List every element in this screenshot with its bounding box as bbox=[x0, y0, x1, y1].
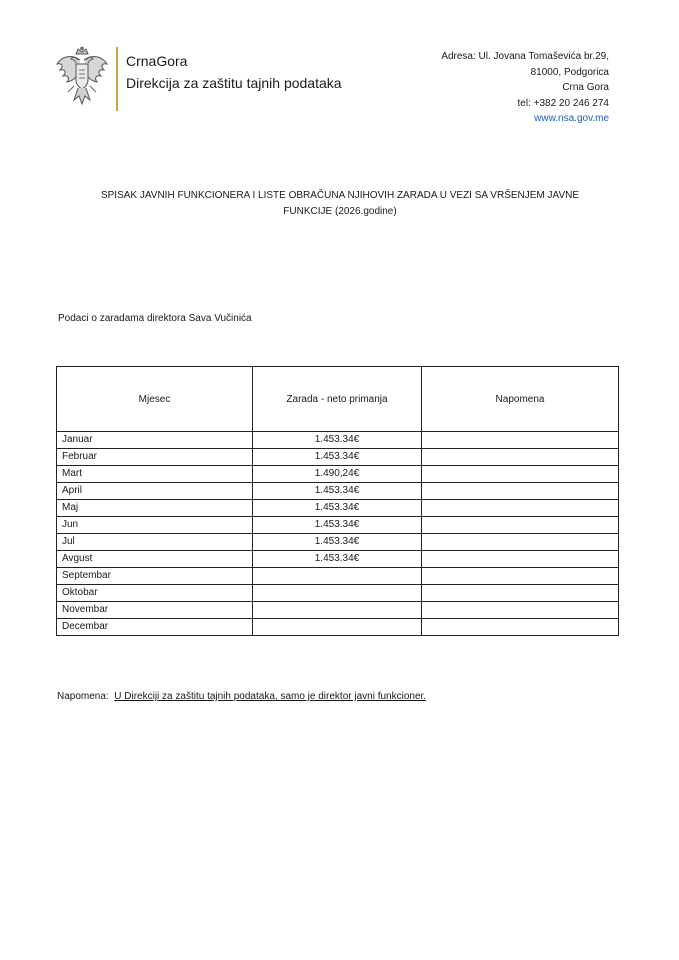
month-cell: Avgust bbox=[57, 551, 253, 568]
month-cell: Decembar bbox=[57, 619, 253, 636]
table-row bbox=[57, 500, 619, 517]
salary-table bbox=[56, 366, 619, 636]
note-cell bbox=[422, 483, 619, 500]
table-row bbox=[57, 466, 619, 483]
website-link[interactable]: www.nsa.gov.me bbox=[534, 113, 609, 124]
note-cell bbox=[422, 585, 619, 602]
amount-cell bbox=[253, 619, 422, 636]
address-city: 81000, Podgorica bbox=[530, 66, 609, 78]
country-name: CrnaGora bbox=[126, 53, 188, 69]
note-cell bbox=[422, 449, 619, 466]
amount-cell: 1.453.34€ bbox=[253, 483, 422, 500]
intro-text: Podaci o zaradama direktora Sava Vučinića bbox=[58, 313, 252, 324]
table-row bbox=[57, 517, 619, 534]
address-block bbox=[441, 49, 609, 127]
table-row bbox=[57, 602, 619, 619]
month-cell: Mart bbox=[57, 466, 253, 483]
amount-cell: 1.453.34€ bbox=[253, 449, 422, 466]
table-row bbox=[57, 568, 619, 585]
amount-cell: 1.490,24€ bbox=[253, 466, 422, 483]
address-country: Crna Gora bbox=[562, 82, 609, 93]
table-row bbox=[57, 432, 619, 449]
month-cell: Septembar bbox=[57, 568, 253, 585]
month-cell: April bbox=[57, 483, 253, 500]
amount-cell: 1.453.34€ bbox=[253, 500, 422, 517]
column-header-amount: Zarada - neto primanja bbox=[253, 367, 422, 432]
table-row bbox=[57, 483, 619, 500]
amount-cell bbox=[253, 585, 422, 602]
note-cell bbox=[422, 534, 619, 551]
amount-cell bbox=[253, 602, 422, 619]
table-row bbox=[57, 534, 619, 551]
amount-cell: 1.453.34€ bbox=[253, 534, 422, 551]
table-row bbox=[57, 551, 619, 568]
month-cell: Maj bbox=[57, 500, 253, 517]
note-cell bbox=[422, 517, 619, 534]
month-cell: Jul bbox=[57, 534, 253, 551]
table-row bbox=[57, 585, 619, 602]
footnote-label: Napomena: bbox=[57, 691, 109, 702]
note-cell bbox=[422, 432, 619, 449]
column-header-month: Mjesec bbox=[57, 367, 253, 432]
address-phone: tel: +382 20 246 274 bbox=[517, 97, 609, 109]
month-cell: Jun bbox=[57, 517, 253, 534]
note-cell bbox=[422, 568, 619, 585]
month-cell: Novembar bbox=[57, 602, 253, 619]
month-cell: Februar bbox=[57, 449, 253, 466]
note-cell bbox=[422, 466, 619, 483]
column-header-note: Napomena bbox=[422, 367, 619, 432]
month-cell: Oktobar bbox=[57, 585, 253, 602]
note-cell bbox=[422, 602, 619, 619]
agency-name: Direkcija za zaštitu tajnih podataka bbox=[126, 75, 342, 91]
note-cell bbox=[422, 619, 619, 636]
footnote bbox=[57, 691, 426, 702]
month-cell: Januar bbox=[57, 432, 253, 449]
footnote-text: U Direkciji za zaštitu tajnih podataka, samo je direktor javni funkcioner. bbox=[114, 691, 427, 702]
amount-cell bbox=[253, 568, 422, 585]
amount-cell: 1.453.34€ bbox=[253, 517, 422, 534]
note-cell bbox=[422, 551, 619, 568]
table-row bbox=[57, 449, 619, 466]
amount-cell: 1.453.34€ bbox=[253, 432, 422, 449]
table-header-row bbox=[57, 367, 619, 432]
note-cell bbox=[422, 500, 619, 517]
address-line: Adresa: Ul. Jovana Tomaševića br.29, bbox=[441, 51, 609, 62]
header-divider bbox=[116, 47, 118, 111]
coat-of-arms-icon bbox=[54, 46, 110, 110]
amount-cell: 1.453.34€ bbox=[253, 551, 422, 568]
organization-block bbox=[126, 52, 342, 92]
document-title bbox=[60, 188, 620, 219]
document-title-line-1: SPISAK JAVNIH FUNKCIONERA I LISTE OBRAČUNA NJIHOVIH ZARADA U VEZI SA VRŠENJEM JAVNE bbox=[100, 190, 580, 201]
document-title-line-2: FUNKCIJE (2026.godine) bbox=[283, 205, 397, 217]
table-row bbox=[57, 619, 619, 636]
